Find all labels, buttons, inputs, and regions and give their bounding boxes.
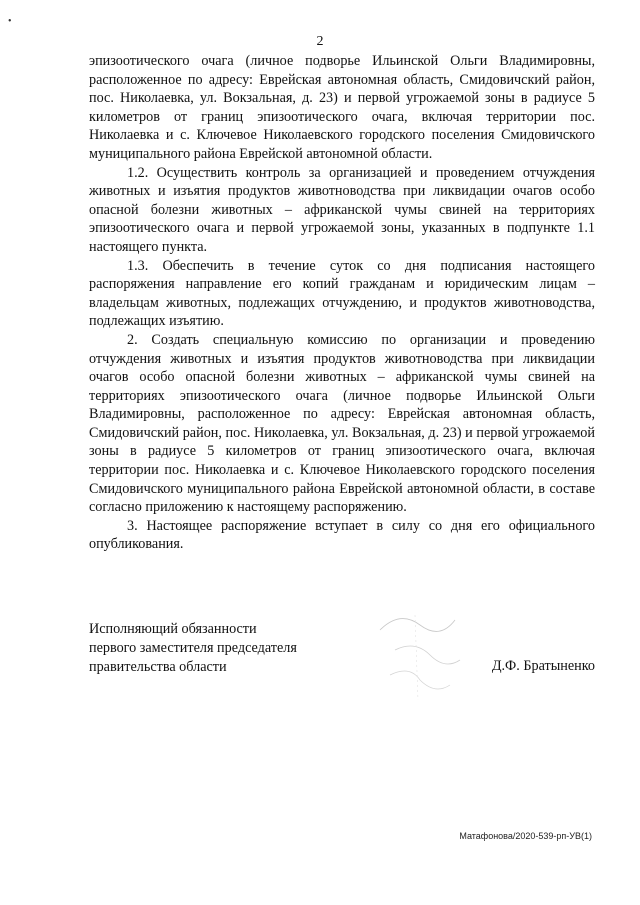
signature-title-line-2: первого заместителя председателя <box>89 640 297 656</box>
paragraph-1-3: 1.3. Обеспечить в течение суток со дня подписания настоящего распоряжения направление его копий гражданам и юридическим лицам – владельцам животных, подлежащих отчуждению, и продуктов животноводства, подлежащих изъятию. <box>89 257 595 330</box>
signature-title <box>89 620 297 677</box>
signer-name: Д.Ф. Братыненко <box>491 658 595 674</box>
signature-title-line-1: Исполняющий обязанности <box>89 621 257 637</box>
paragraph-continuation: эпизоотического очага (личное подворье Ильинской Ольги Владимировны, расположенное по адресу: Еврейская автономная область, Смидовичский район, пос. Николаевка, ул. Вокзальная, д. 23) и первой угрожаемой зоны в радиусе 5 километров от границ эпизоотического очага, включая территории пос. Николаевка и с. Ключевое Николаевского городского поселения Смидовичского муниципального района Еврейской автономной области. <box>89 53 595 162</box>
paragraph-3: 3. Настоящее распоряжение вступает в силу со дня его официального опубликования. <box>89 517 595 553</box>
paragraph-1-2: 1.2. Осуществить контроль за организацией и проведением отчуждения животных и изъятия продуктов животноводства при ликвидации очагов особо опасной болезни животных – африканской чумы свиней на территориях эпизоотического очага и первой угрожаемой зоны, указанных в подпункте 1.1 настоящего пункта. <box>89 164 595 255</box>
signature-title-line-3: правительства области <box>89 659 227 675</box>
document-body <box>89 52 595 554</box>
paragraph-2: 2. Создать специальную комиссию по организации и проведению отчуждения животных и изъятия продуктов животноводства при ликвидации очагов особо опасной болезни животных – африканской чумы свиней на территориях эпизоотического очага (личное подворье Ильинской Ольги Владимировны, расположенное по адресу: Еврейская автономная область, Смидовичский район, пос. Николаевка, ул. Вокзальная, д. 23) и первой угрожаемой зоны в радиусе 5 километров от границ эпизоотического очага, включая территории пос. Николаевка и с. Ключевое Николаевского городского поселения Смидовичского муниципального района Еврейской автономной области, в составе согласно приложению к настоящему распоряжению. <box>89 331 595 516</box>
handwritten-signature-mark <box>360 600 470 710</box>
corner-mark: • <box>8 16 12 27</box>
page-number: 2 <box>316 34 324 49</box>
document-reference: Матафонова/2020-539-рп-УВ(1) <box>459 831 592 841</box>
